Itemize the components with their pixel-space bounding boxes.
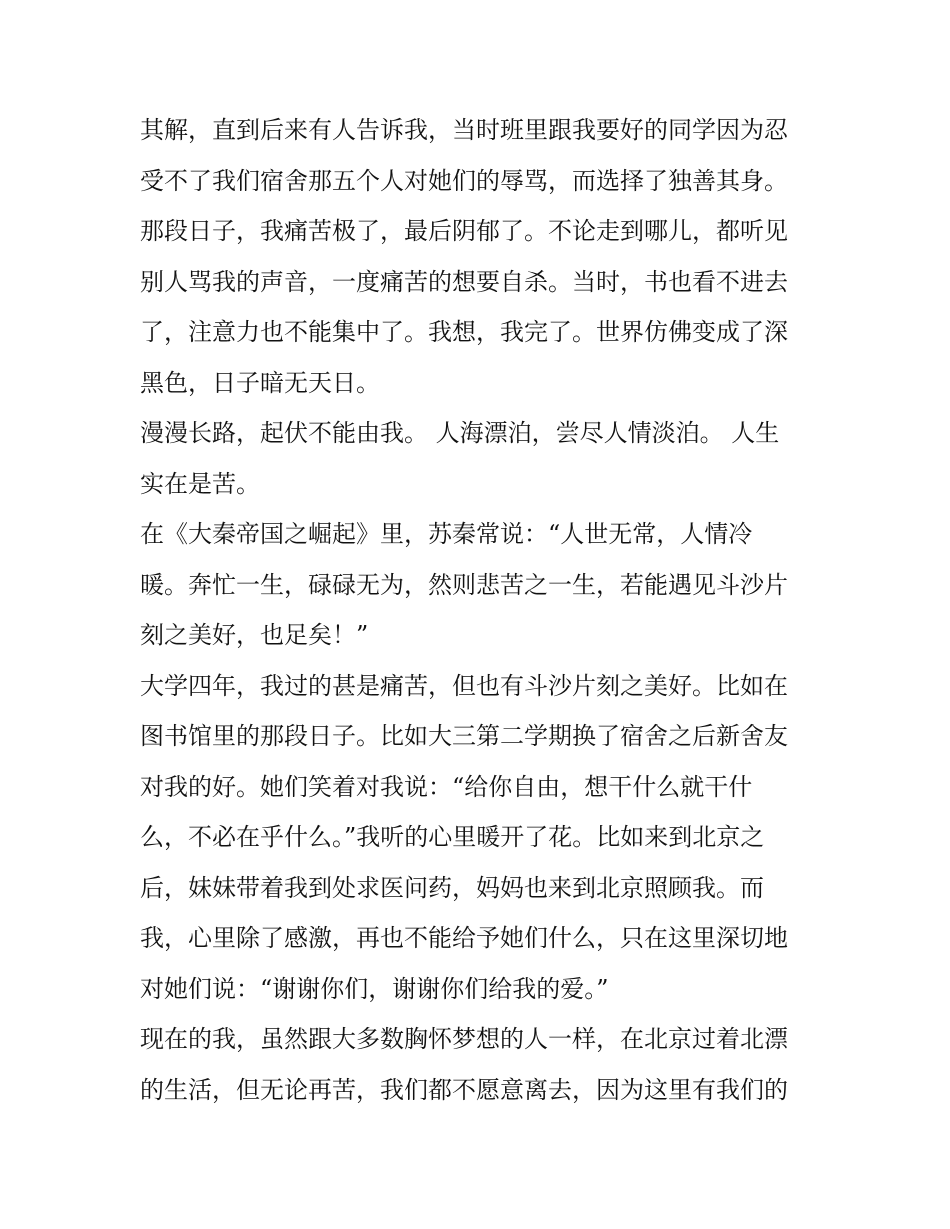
text-line-13: 图书馆里的那段日子。比如大三第二学期换了宿舍之后新舍友 — [140, 722, 788, 750]
text-line-1: 其解，直到后来有人告诉我，当时班里跟我要好的同学因为忍 — [140, 116, 788, 144]
body-text — [140, 105, 820, 1115]
text-line-5: 了，注意力也不能集中了。我想，我完了。世界仿佛变成了深 — [140, 318, 788, 346]
text-line-19: 现在的我，虽然跟大多数胸怀梦想的人一样，在北京过着北漂 — [140, 1025, 788, 1053]
text-line-4: 别人骂我的声音，一度痛苦的想要自杀。当时，书也看不进去 — [140, 267, 788, 296]
text-line-2: 受不了我们宿舍那五个人对她们的辱骂，而选择了独善其身。 — [140, 166, 788, 195]
text-line-3: 那段日子，我痛苦极了，最后阴郁了。不论走到哪儿，都听见 — [140, 217, 788, 245]
text-line-16: 后，妹妹带着我到处求医问药，妈妈也来到北京照顾我。而 — [140, 873, 764, 902]
text-line-15: 么，不必在乎什么。”我听的心里暖开了花。比如来到北京之 — [140, 823, 765, 851]
text-line-7: 漫漫长路，起伏不能由我。 人海漂泊，尝尽人情淡泊。 人生 — [140, 419, 780, 447]
text-line-20: 的生活，但无论再苦，我们都不愿意离去，因为这里有我们的 — [140, 1075, 788, 1104]
text-line-17: 我，心里除了感激，再也不能给予她们什么，只在这里深切地 — [140, 924, 788, 952]
text-line-9: 在《大秦帝国之崛起》里，苏秦常说：“人世无常，人情冷 — [140, 520, 753, 548]
text-line-6: 黑色，日子暗无天日。 — [140, 368, 380, 397]
text-line-12: 大学四年，我过的甚是痛苦，但也有斗沙片刻之美好。比如在 — [140, 671, 788, 700]
text-line-11: 刻之美好，也足矣！” — [140, 621, 369, 649]
text-line-18: 对她们说：“谢谢你们，谢谢你们给我的爱。” — [140, 974, 609, 1003]
text-line-8: 实在是苦。 — [140, 469, 260, 498]
text-line-10: 暖。奔忙一生，碌碌无为，然则悲苦之一生，若能遇见斗沙片 — [140, 570, 788, 599]
text-line-14: 对我的好。她们笑着对我说：“给你自由，想干什么就干什 — [140, 772, 753, 801]
